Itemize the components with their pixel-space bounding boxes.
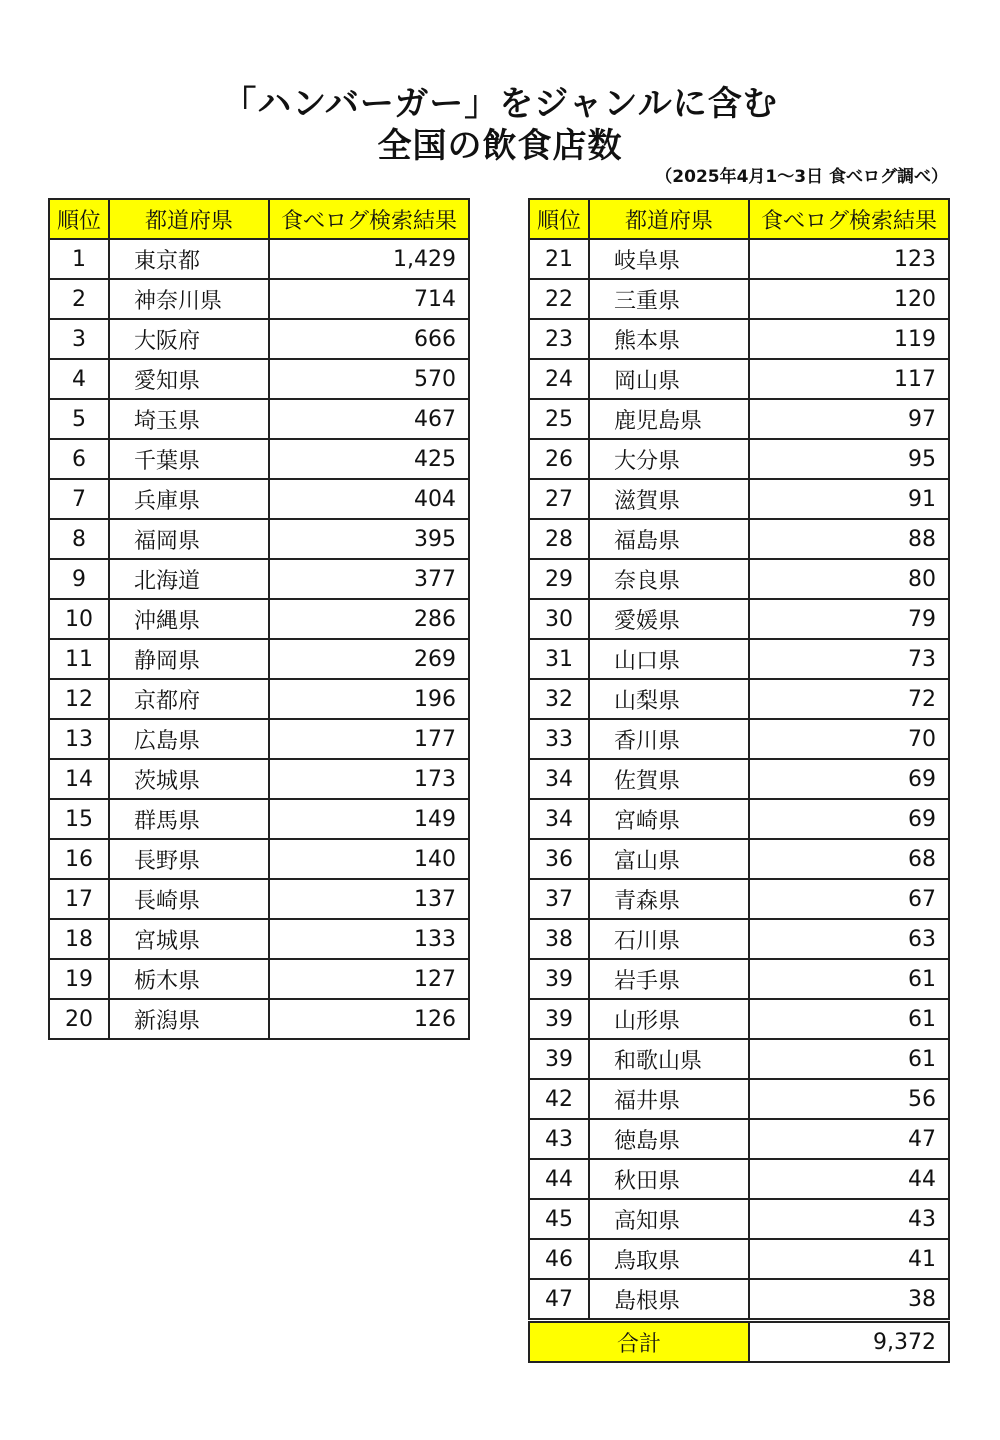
rank-cell: 47	[529, 1279, 589, 1321]
count-cell: 69	[749, 759, 949, 799]
prefecture-cell: 長野県	[109, 839, 269, 879]
table-row	[529, 519, 949, 559]
header-rank: 順位	[49, 199, 109, 239]
rank-cell: 7	[49, 479, 109, 519]
table-row	[529, 239, 949, 279]
count-cell: 73	[749, 639, 949, 679]
count-cell: 47	[749, 1119, 949, 1159]
prefecture-cell: 埼玉県	[109, 399, 269, 439]
rank-cell: 38	[529, 919, 589, 959]
prefecture-cell: 高知県	[589, 1199, 749, 1239]
prefecture-cell: 大阪府	[109, 319, 269, 359]
page-title-line2: 全国の飲食店数	[377, 126, 623, 166]
count-cell: 95	[749, 439, 949, 479]
prefecture-cell: 山口県	[589, 639, 749, 679]
prefecture-cell: 福井県	[589, 1079, 749, 1119]
table-row	[529, 919, 949, 959]
count-cell: 666	[269, 319, 469, 359]
table-row	[529, 759, 949, 799]
table-header-row	[49, 199, 469, 239]
total-label: 合計	[529, 1321, 749, 1363]
prefecture-cell: 島根県	[589, 1279, 749, 1321]
count-cell: 91	[749, 479, 949, 519]
rank-cell: 39	[529, 959, 589, 999]
count-cell: 133	[269, 919, 469, 959]
header-count: 食べログ検索結果	[749, 199, 949, 239]
prefecture-cell: 茨城県	[109, 759, 269, 799]
table-row	[529, 1039, 949, 1079]
prefecture-cell: 宮城県	[109, 919, 269, 959]
count-cell: 67	[749, 879, 949, 919]
rank-cell: 4	[49, 359, 109, 399]
rank-cell: 34	[529, 759, 589, 799]
prefecture-cell: 山形県	[589, 999, 749, 1039]
table-row	[49, 319, 469, 359]
prefecture-cell: 広島県	[109, 719, 269, 759]
count-cell: 88	[749, 519, 949, 559]
prefecture-cell: 愛知県	[109, 359, 269, 399]
table-row	[529, 599, 949, 639]
count-cell: 44	[749, 1159, 949, 1199]
prefecture-cell: 静岡県	[109, 639, 269, 679]
table-row	[49, 519, 469, 559]
rank-cell: 27	[529, 479, 589, 519]
prefecture-cell: 東京都	[109, 239, 269, 279]
count-cell: 395	[269, 519, 469, 559]
count-cell: 286	[269, 599, 469, 639]
prefecture-cell: 奈良県	[589, 559, 749, 599]
rank-cell: 9	[49, 559, 109, 599]
table-row	[529, 359, 949, 399]
count-cell: 140	[269, 839, 469, 879]
rank-cell: 12	[49, 679, 109, 719]
prefecture-cell: 千葉県	[109, 439, 269, 479]
prefecture-cell: 神奈川県	[109, 279, 269, 319]
prefecture-cell: 福岡県	[109, 519, 269, 559]
ranking-table-right	[528, 198, 950, 1363]
table-row	[49, 959, 469, 999]
table-row	[529, 479, 949, 519]
table-row	[49, 999, 469, 1039]
table-row	[49, 479, 469, 519]
prefecture-cell: 佐賀県	[589, 759, 749, 799]
table-row	[529, 1279, 949, 1321]
rank-cell: 43	[529, 1119, 589, 1159]
count-cell: 63	[749, 919, 949, 959]
prefecture-cell: 岡山県	[589, 359, 749, 399]
rank-cell: 39	[529, 1039, 589, 1079]
header-prefecture: 都道府県	[109, 199, 269, 239]
rank-cell: 30	[529, 599, 589, 639]
count-cell: 149	[269, 799, 469, 839]
rank-cell: 15	[49, 799, 109, 839]
prefecture-cell: 石川県	[589, 919, 749, 959]
rank-cell: 42	[529, 1079, 589, 1119]
count-cell: 97	[749, 399, 949, 439]
rank-cell: 34	[529, 799, 589, 839]
prefecture-cell: 群馬県	[109, 799, 269, 839]
rank-cell: 45	[529, 1199, 589, 1239]
prefecture-cell: 宮崎県	[589, 799, 749, 839]
table-row	[529, 999, 949, 1039]
count-cell: 119	[749, 319, 949, 359]
rank-cell: 17	[49, 879, 109, 919]
prefecture-cell: 愛媛県	[589, 599, 749, 639]
table-row	[529, 639, 949, 679]
table-row	[529, 1119, 949, 1159]
count-cell: 404	[269, 479, 469, 519]
table-row	[529, 319, 949, 359]
count-cell: 72	[749, 679, 949, 719]
table-row	[529, 279, 949, 319]
page-title-line1: 「ハンバーガー」をジャンルに含む	[222, 84, 778, 124]
count-cell: 69	[749, 799, 949, 839]
header-prefecture: 都道府県	[589, 199, 749, 239]
count-cell: 79	[749, 599, 949, 639]
rank-cell: 26	[529, 439, 589, 479]
count-cell: 126	[269, 999, 469, 1039]
prefecture-cell: 兵庫県	[109, 479, 269, 519]
count-cell: 127	[269, 959, 469, 999]
prefecture-cell: 秋田県	[589, 1159, 749, 1199]
table-row	[49, 839, 469, 879]
prefecture-cell: 岐阜県	[589, 239, 749, 279]
rank-cell: 28	[529, 519, 589, 559]
rank-cell: 11	[49, 639, 109, 679]
count-cell: 117	[749, 359, 949, 399]
count-cell: 425	[269, 439, 469, 479]
rank-cell: 3	[49, 319, 109, 359]
rank-cell: 16	[49, 839, 109, 879]
rank-cell: 46	[529, 1239, 589, 1279]
table-row	[529, 799, 949, 839]
table-row	[49, 599, 469, 639]
total-row	[529, 1321, 949, 1363]
count-cell: 467	[269, 399, 469, 439]
prefecture-cell: 三重県	[589, 279, 749, 319]
table-row	[529, 959, 949, 999]
prefecture-cell: 新潟県	[109, 999, 269, 1039]
prefecture-cell: 徳島県	[589, 1119, 749, 1159]
rank-cell: 29	[529, 559, 589, 599]
table-row	[529, 1079, 949, 1119]
rank-cell: 39	[529, 999, 589, 1039]
table-row	[49, 799, 469, 839]
table-row	[529, 1199, 949, 1239]
count-cell: 570	[269, 359, 469, 399]
prefecture-cell: 福島県	[589, 519, 749, 559]
rank-cell: 32	[529, 679, 589, 719]
count-cell: 56	[749, 1079, 949, 1119]
count-cell: 43	[749, 1199, 949, 1239]
table-row	[49, 879, 469, 919]
rank-cell: 22	[529, 279, 589, 319]
rank-cell: 44	[529, 1159, 589, 1199]
rank-cell: 2	[49, 279, 109, 319]
rank-cell: 6	[49, 439, 109, 479]
count-cell: 173	[269, 759, 469, 799]
count-cell: 1,429	[269, 239, 469, 279]
prefecture-cell: 青森県	[589, 879, 749, 919]
table-row	[529, 679, 949, 719]
table-row	[529, 879, 949, 919]
rank-cell: 13	[49, 719, 109, 759]
table-row	[529, 839, 949, 879]
rank-cell: 33	[529, 719, 589, 759]
rank-cell: 1	[49, 239, 109, 279]
total-value: 9,372	[749, 1321, 949, 1363]
prefecture-cell: 京都府	[109, 679, 269, 719]
table-row	[49, 399, 469, 439]
count-cell: 41	[749, 1239, 949, 1279]
table-row	[529, 719, 949, 759]
prefecture-cell: 滋賀県	[589, 479, 749, 519]
rank-cell: 21	[529, 239, 589, 279]
header-count: 食べログ検索結果	[269, 199, 469, 239]
prefecture-cell: 北海道	[109, 559, 269, 599]
rank-cell: 24	[529, 359, 589, 399]
table-row	[529, 559, 949, 599]
rank-cell: 14	[49, 759, 109, 799]
prefecture-cell: 富山県	[589, 839, 749, 879]
rank-cell: 25	[529, 399, 589, 439]
count-cell: 70	[749, 719, 949, 759]
count-cell: 177	[269, 719, 469, 759]
table-row	[529, 1239, 949, 1279]
rank-cell: 31	[529, 639, 589, 679]
count-cell: 120	[749, 279, 949, 319]
prefecture-cell: 山梨県	[589, 679, 749, 719]
prefecture-cell: 香川県	[589, 719, 749, 759]
count-cell: 377	[269, 559, 469, 599]
count-cell: 269	[269, 639, 469, 679]
prefecture-cell: 岩手県	[589, 959, 749, 999]
header-rank: 順位	[529, 199, 589, 239]
rank-cell: 8	[49, 519, 109, 559]
rank-cell: 36	[529, 839, 589, 879]
count-cell: 61	[749, 959, 949, 999]
table-row	[49, 279, 469, 319]
rank-cell: 10	[49, 599, 109, 639]
table-row	[529, 399, 949, 439]
table-row	[49, 719, 469, 759]
count-cell: 61	[749, 1039, 949, 1079]
count-cell: 137	[269, 879, 469, 919]
prefecture-cell: 栃木県	[109, 959, 269, 999]
count-cell: 68	[749, 839, 949, 879]
count-cell: 123	[749, 239, 949, 279]
rank-cell: 37	[529, 879, 589, 919]
table-row	[49, 239, 469, 279]
prefecture-cell: 鹿児島県	[589, 399, 749, 439]
table-row	[49, 919, 469, 959]
prefecture-cell: 和歌山県	[589, 1039, 749, 1079]
count-cell: 38	[749, 1279, 949, 1321]
rank-cell: 18	[49, 919, 109, 959]
prefecture-cell: 沖縄県	[109, 599, 269, 639]
table-header-row	[529, 199, 949, 239]
prefecture-cell: 長崎県	[109, 879, 269, 919]
table-row	[529, 439, 949, 479]
ranking-table-left	[48, 198, 470, 1040]
table-row	[49, 559, 469, 599]
prefecture-cell: 熊本県	[589, 319, 749, 359]
table-row	[49, 359, 469, 399]
table-row	[49, 679, 469, 719]
rank-cell: 19	[49, 959, 109, 999]
table-row	[529, 1159, 949, 1199]
count-cell: 714	[269, 279, 469, 319]
rank-cell: 23	[529, 319, 589, 359]
table-row	[49, 639, 469, 679]
count-cell: 80	[749, 559, 949, 599]
count-cell: 196	[269, 679, 469, 719]
date-note: （2025年4月1～3日 食べログ調べ）	[655, 167, 948, 187]
table-row	[49, 439, 469, 479]
rank-cell: 5	[49, 399, 109, 439]
prefecture-cell: 鳥取県	[589, 1239, 749, 1279]
table-row	[49, 759, 469, 799]
count-cell: 61	[749, 999, 949, 1039]
prefecture-cell: 大分県	[589, 439, 749, 479]
rank-cell: 20	[49, 999, 109, 1039]
